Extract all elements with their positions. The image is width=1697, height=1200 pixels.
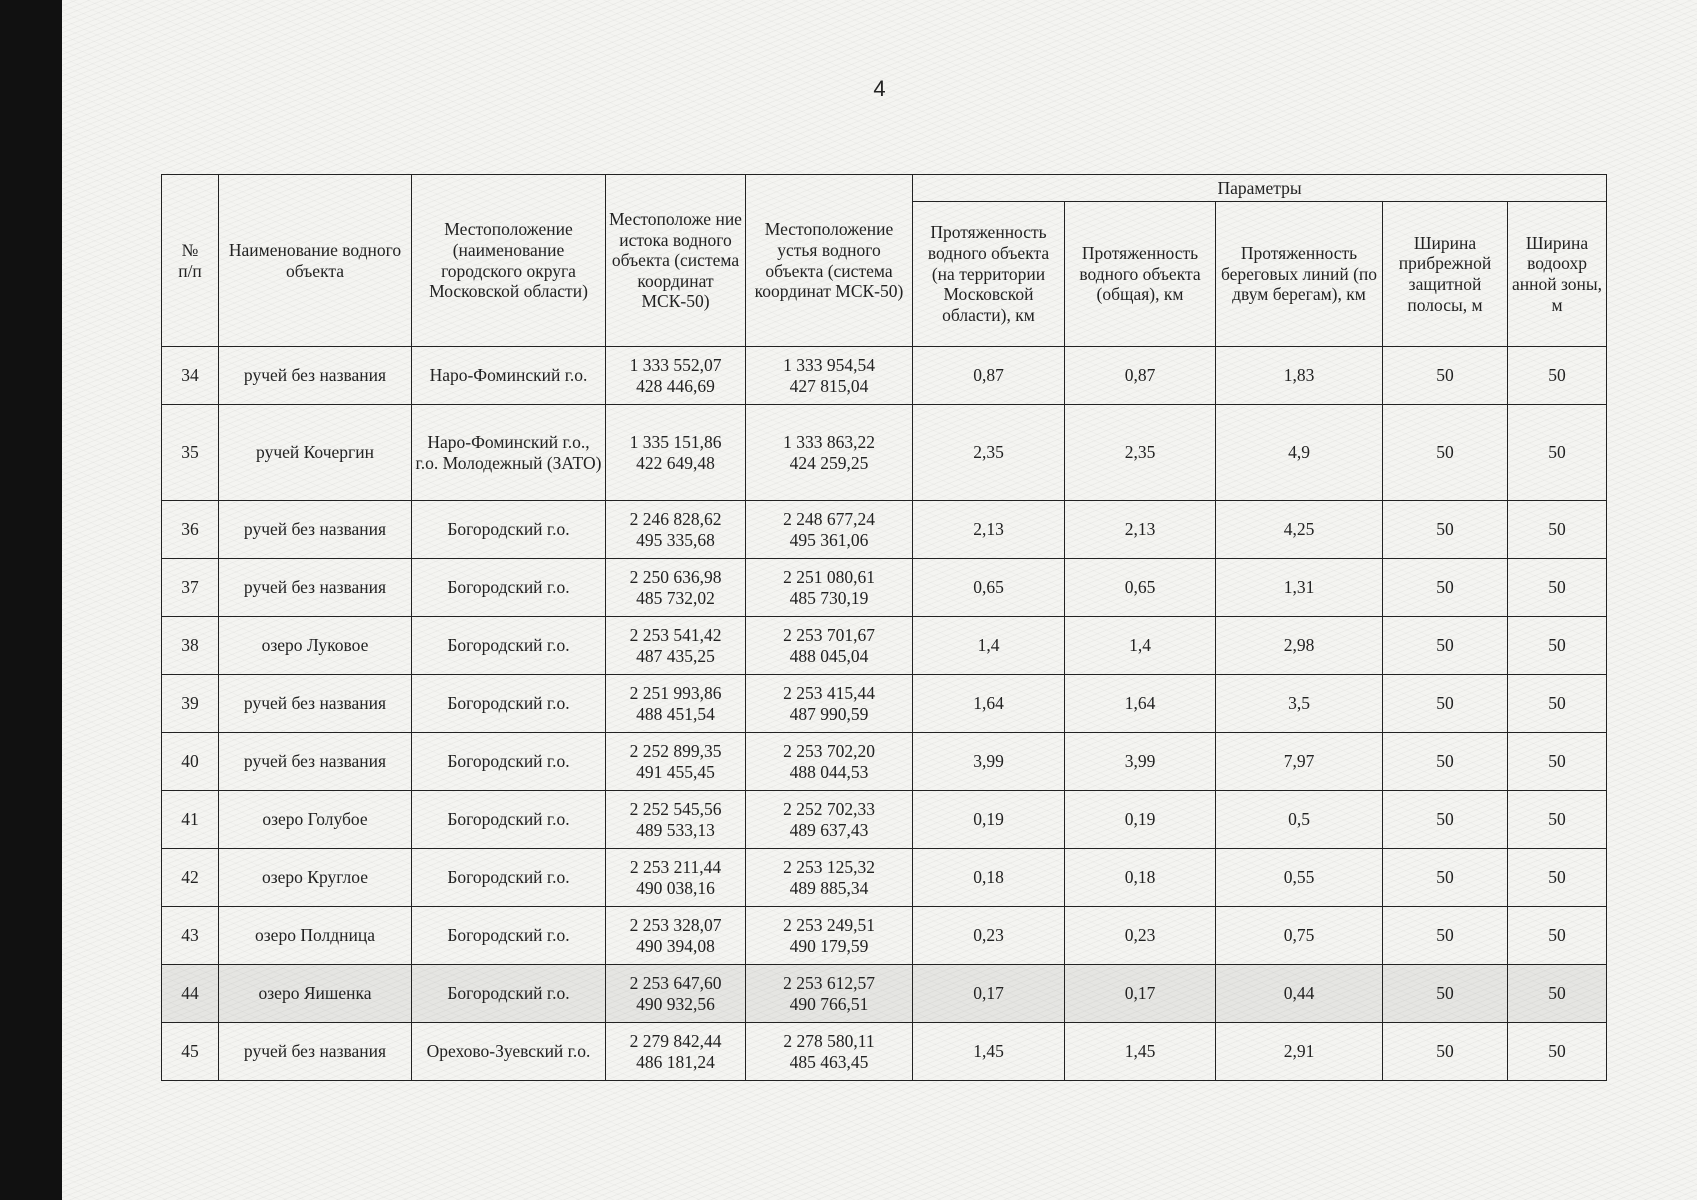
protection-zone-cell: 50 — [1508, 849, 1607, 907]
coastal-strip-cell: 50 — [1383, 675, 1508, 733]
document-page — [62, 0, 1697, 1200]
header-shoreline: Протяженность береговых линий (по двум берегам), км — [1216, 202, 1383, 347]
shoreline-cell: 2,91 — [1216, 1023, 1383, 1081]
location-cell: Наро-Фоминский г.о. — [412, 347, 606, 405]
table-row — [162, 675, 1607, 733]
row-number-cell: 45 — [162, 1023, 219, 1081]
mouth-coords-cell: 2 253 702,20 488 044,53 — [746, 733, 913, 791]
source-coords-cell: 2 279 842,44 486 181,24 — [606, 1023, 746, 1081]
length-mo-cell: 1,4 — [913, 617, 1065, 675]
protection-zone-cell: 50 — [1508, 965, 1607, 1023]
coastal-strip-cell: 50 — [1383, 617, 1508, 675]
shoreline-cell: 1,31 — [1216, 559, 1383, 617]
location-cell: Богородский г.о. — [412, 907, 606, 965]
coastal-strip-cell: 50 — [1383, 559, 1508, 617]
protection-zone-cell: 50 — [1508, 1023, 1607, 1081]
table-row — [162, 501, 1607, 559]
row-number-cell: 34 — [162, 347, 219, 405]
mouth-coords-cell: 2 253 249,51 490 179,59 — [746, 907, 913, 965]
protection-zone-cell: 50 — [1508, 675, 1607, 733]
object-name-cell: озеро Луковое — [219, 617, 412, 675]
length-total-cell: 2,35 — [1065, 405, 1216, 501]
table-row — [162, 559, 1607, 617]
header-protection-zone: Ширина водоохр анной зоны, м — [1508, 202, 1607, 347]
mouth-coords-cell: 2 252 702,33 489 637,43 — [746, 791, 913, 849]
source-coords-cell: 2 253 328,07 490 394,08 — [606, 907, 746, 965]
location-cell: Орехово-Зуевский г.о. — [412, 1023, 606, 1081]
object-name-cell: озеро Голубое — [219, 791, 412, 849]
coastal-strip-cell: 50 — [1383, 1023, 1508, 1081]
header-location: Местоположение (наименование городского округа Московской области) — [412, 175, 606, 347]
table-row — [162, 1023, 1607, 1081]
length-total-cell: 0,65 — [1065, 559, 1216, 617]
length-total-cell: 1,64 — [1065, 675, 1216, 733]
object-name-cell: ручей без названия — [219, 559, 412, 617]
protection-zone-cell: 50 — [1508, 501, 1607, 559]
row-number-cell: 36 — [162, 501, 219, 559]
object-name-cell: ручей без названия — [219, 1023, 412, 1081]
length-total-cell: 1,45 — [1065, 1023, 1216, 1081]
object-name-cell: ручей без названия — [219, 675, 412, 733]
location-cell: Богородский г.о. — [412, 617, 606, 675]
length-mo-cell: 0,65 — [913, 559, 1065, 617]
mouth-coords-cell: 2 253 125,32 489 885,34 — [746, 849, 913, 907]
protection-zone-cell: 50 — [1508, 733, 1607, 791]
length-mo-cell: 2,13 — [913, 501, 1065, 559]
location-cell: Богородский г.о. — [412, 501, 606, 559]
row-number-cell: 37 — [162, 559, 219, 617]
table-header — [162, 175, 1607, 347]
row-number-cell: 43 — [162, 907, 219, 965]
mouth-coords-cell: 2 253 612,57 490 766,51 — [746, 965, 913, 1023]
row-number-cell: 35 — [162, 405, 219, 501]
shoreline-cell: 4,25 — [1216, 501, 1383, 559]
mouth-coords-cell: 2 278 580,11 485 463,45 — [746, 1023, 913, 1081]
source-coords-cell: 2 246 828,62 495 335,68 — [606, 501, 746, 559]
location-cell: Богородский г.о. — [412, 965, 606, 1023]
location-cell: Богородский г.о. — [412, 849, 606, 907]
object-name-cell: ручей Кочергин — [219, 405, 412, 501]
object-name-cell: ручей без названия — [219, 347, 412, 405]
shoreline-cell: 0,75 — [1216, 907, 1383, 965]
row-number-cell: 39 — [162, 675, 219, 733]
row-number-cell: 40 — [162, 733, 219, 791]
shoreline-cell: 4,9 — [1216, 405, 1383, 501]
length-total-cell: 0,17 — [1065, 965, 1216, 1023]
location-cell: Богородский г.о. — [412, 675, 606, 733]
source-coords-cell: 2 252 899,35 491 455,45 — [606, 733, 746, 791]
table-row — [162, 347, 1607, 405]
header-coastal-strip: Ширина прибрежной защитной полосы, м — [1383, 202, 1508, 347]
header-length-total: Протяженность водного объекта (общая), км — [1065, 202, 1216, 347]
protection-zone-cell: 50 — [1508, 559, 1607, 617]
object-name-cell: ручей без названия — [219, 501, 412, 559]
length-mo-cell: 3,99 — [913, 733, 1065, 791]
source-coords-cell: 2 252 545,56 489 533,13 — [606, 791, 746, 849]
location-cell: Богородский г.о. — [412, 733, 606, 791]
source-coords-cell: 2 253 647,60 490 932,56 — [606, 965, 746, 1023]
scan-dark-edge — [0, 0, 62, 1200]
object-name-cell: озеро Полдница — [219, 907, 412, 965]
protection-zone-cell: 50 — [1508, 907, 1607, 965]
header-name: Наименование водного объекта — [219, 175, 412, 347]
header-source: Местоположе ние истока водного объекта (система координат МСК-50) — [606, 175, 746, 347]
shoreline-cell: 1,83 — [1216, 347, 1383, 405]
location-cell: Богородский г.о. — [412, 791, 606, 849]
coastal-strip-cell: 50 — [1383, 907, 1508, 965]
length-total-cell: 0,23 — [1065, 907, 1216, 965]
row-number-cell: 41 — [162, 791, 219, 849]
shoreline-cell: 0,5 — [1216, 791, 1383, 849]
coastal-strip-cell: 50 — [1383, 501, 1508, 559]
mouth-coords-cell: 2 251 080,61 485 730,19 — [746, 559, 913, 617]
length-total-cell: 0,18 — [1065, 849, 1216, 907]
shoreline-cell: 2,98 — [1216, 617, 1383, 675]
source-coords-cell: 2 251 993,86 488 451,54 — [606, 675, 746, 733]
coastal-strip-cell: 50 — [1383, 849, 1508, 907]
shoreline-cell: 0,55 — [1216, 849, 1383, 907]
header-length-mo: Протяженность водного объекта (на территории Московской области), км — [913, 202, 1065, 347]
mouth-coords-cell: 1 333 954,54 427 815,04 — [746, 347, 913, 405]
length-mo-cell: 0,87 — [913, 347, 1065, 405]
object-name-cell: озеро Круглое — [219, 849, 412, 907]
table-row — [162, 965, 1607, 1023]
length-mo-cell: 0,23 — [913, 907, 1065, 965]
coastal-strip-cell: 50 — [1383, 405, 1508, 501]
length-total-cell: 1,4 — [1065, 617, 1216, 675]
shoreline-cell: 0,44 — [1216, 965, 1383, 1023]
length-mo-cell: 0,18 — [913, 849, 1065, 907]
object-name-cell: озеро Яишенка — [219, 965, 412, 1023]
header-parameters: Параметры — [913, 175, 1607, 202]
shoreline-cell: 3,5 — [1216, 675, 1383, 733]
table-row — [162, 617, 1607, 675]
length-mo-cell: 0,17 — [913, 965, 1065, 1023]
table-body — [162, 347, 1607, 1081]
source-coords-cell: 2 250 636,98 485 732,02 — [606, 559, 746, 617]
shoreline-cell: 7,97 — [1216, 733, 1383, 791]
protection-zone-cell: 50 — [1508, 347, 1607, 405]
header-num: № п/п — [162, 175, 219, 347]
page-number: 4 — [873, 76, 886, 101]
table-row — [162, 849, 1607, 907]
source-coords-cell: 2 253 211,44 490 038,16 — [606, 849, 746, 907]
length-total-cell: 2,13 — [1065, 501, 1216, 559]
mouth-coords-cell: 2 253 415,44 487 990,59 — [746, 675, 913, 733]
object-name-cell: ручей без названия — [219, 733, 412, 791]
mouth-coords-cell: 2 248 677,24 495 361,06 — [746, 501, 913, 559]
table-row — [162, 791, 1607, 849]
protection-zone-cell: 50 — [1508, 791, 1607, 849]
row-number-cell: 44 — [162, 965, 219, 1023]
source-coords-cell: 1 335 151,86 422 649,48 — [606, 405, 746, 501]
coastal-strip-cell: 50 — [1383, 965, 1508, 1023]
length-mo-cell: 1,45 — [913, 1023, 1065, 1081]
length-mo-cell: 1,64 — [913, 675, 1065, 733]
protection-zone-cell: 50 — [1508, 405, 1607, 501]
row-number-cell: 42 — [162, 849, 219, 907]
length-mo-cell: 2,35 — [913, 405, 1065, 501]
source-coords-cell: 1 333 552,07 428 446,69 — [606, 347, 746, 405]
table-row — [162, 405, 1607, 501]
row-number-cell: 38 — [162, 617, 219, 675]
coastal-strip-cell: 50 — [1383, 791, 1508, 849]
length-mo-cell: 0,19 — [913, 791, 1065, 849]
coastal-strip-cell: 50 — [1383, 347, 1508, 405]
location-cell: Богородский г.о. — [412, 559, 606, 617]
water-objects-table — [161, 174, 1607, 1081]
source-coords-cell: 2 253 541,42 487 435,25 — [606, 617, 746, 675]
length-total-cell: 3,99 — [1065, 733, 1216, 791]
header-mouth: Местоположение устья водного объекта (система координат МСК-50) — [746, 175, 913, 347]
length-total-cell: 0,19 — [1065, 791, 1216, 849]
location-cell: Наро-Фоминский г.о., г.о. Молодежный (ЗАТО) — [412, 405, 606, 501]
table-row — [162, 733, 1607, 791]
mouth-coords-cell: 2 253 701,67 488 045,04 — [746, 617, 913, 675]
coastal-strip-cell: 50 — [1383, 733, 1508, 791]
length-total-cell: 0,87 — [1065, 347, 1216, 405]
table-row — [162, 907, 1607, 965]
protection-zone-cell: 50 — [1508, 617, 1607, 675]
mouth-coords-cell: 1 333 863,22 424 259,25 — [746, 405, 913, 501]
